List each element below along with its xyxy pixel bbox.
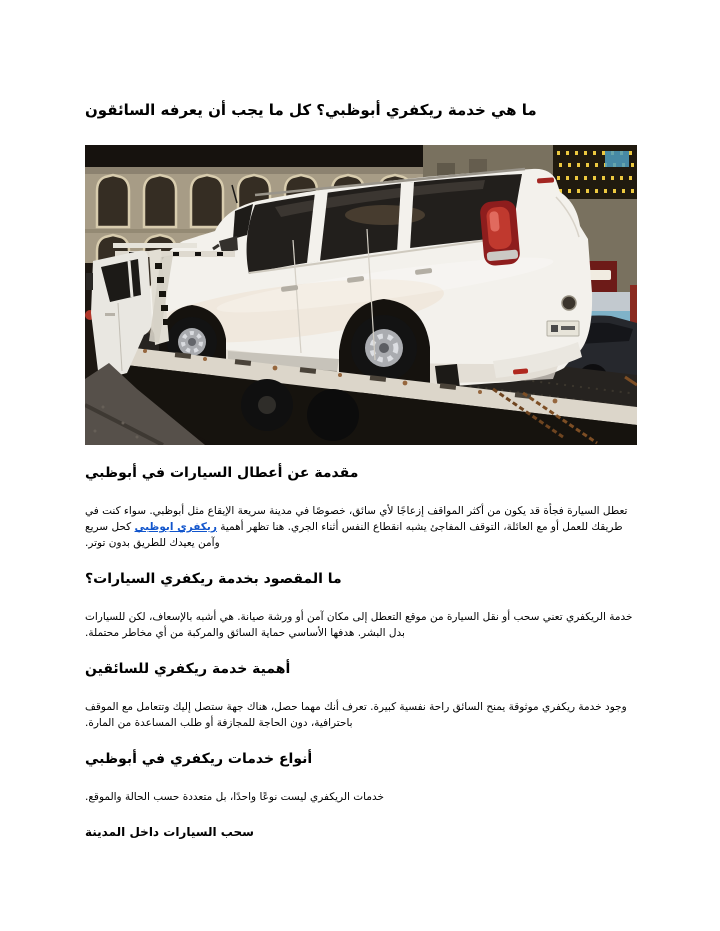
section-heading-types: أنواع خدمات ريكفري في أبوظبي <box>85 751 313 767</box>
section-intro <box>85 463 637 551</box>
section-heading-importance: أهمية خدمة ريكفري للسائقين <box>85 661 291 677</box>
article-title: ما هي خدمة ريكفري أبوظبي؟ كل ما يجب أن يعرفه السائقون <box>85 101 537 119</box>
subsection-heading-city-towing: سحب السيارات داخل المدينة <box>85 825 254 839</box>
recovery-abu-dhabi-link[interactable]: ريكفري ابوظبي <box>134 521 217 533</box>
paragraph-text-after-link: كحل سريع وآمن يعيدك للطريق بدون توتر. <box>85 521 220 549</box>
section-definition <box>85 569 637 641</box>
section-types <box>85 749 637 805</box>
section-importance <box>85 659 637 731</box>
section-paragraph-types: خدمات الريكفري ليست نوعًا واحدًا، بل متعددة حسب الحالة والموقع. <box>85 791 384 803</box>
hero-photo-illustration <box>85 145 637 445</box>
section-heading-definition: ما المقصود بخدمة ريكفري السيارات؟ <box>85 571 342 587</box>
tail-light <box>479 200 520 267</box>
section-heading-intro: مقدمة عن أعطال السيارات في أبوظبي <box>85 465 359 481</box>
section-paragraph-intro <box>85 503 637 551</box>
section-paragraph-definition: خدمة الريكفري تعني سحب أو نقل السيارة من موقع التعطل إلى مكان آمن أو ورشة صيانة. هي أشبه بالإسعاف، لكن للسيارات بدل البشر. هدفها الأساسي حماية السائق والمركبة من أي مخاطر محتملة. <box>85 611 633 639</box>
paragraph-text-before-link: تعطل السيارة فجأة قد يكون من أكثر المواقف إزعاجًا لأي سائق، خصوصًا في مدينة سريعة الإيقاع مثل أبوظبي. سواء كنت في طريقك للعمل أو مع العائلة، التوقف المفاجئ يشبه انقطاع النفس أثناء الجري. هنا تظهر أهمية <box>85 505 628 533</box>
rear-wheel <box>351 315 417 381</box>
brand-badge <box>562 296 576 310</box>
section-paragraph-importance: وجود خدمة ريكفري موثوقة يمنح السائق راحة نفسية كبيرة. تعرف أنك مهما حصل، هناك جهة ستصل إليك وتتعامل مع الموقف باحترافية، دون الحاجة للمجازفة أو طلب المساعدة من المارة. <box>85 701 627 729</box>
hero-image <box>85 145 637 445</box>
